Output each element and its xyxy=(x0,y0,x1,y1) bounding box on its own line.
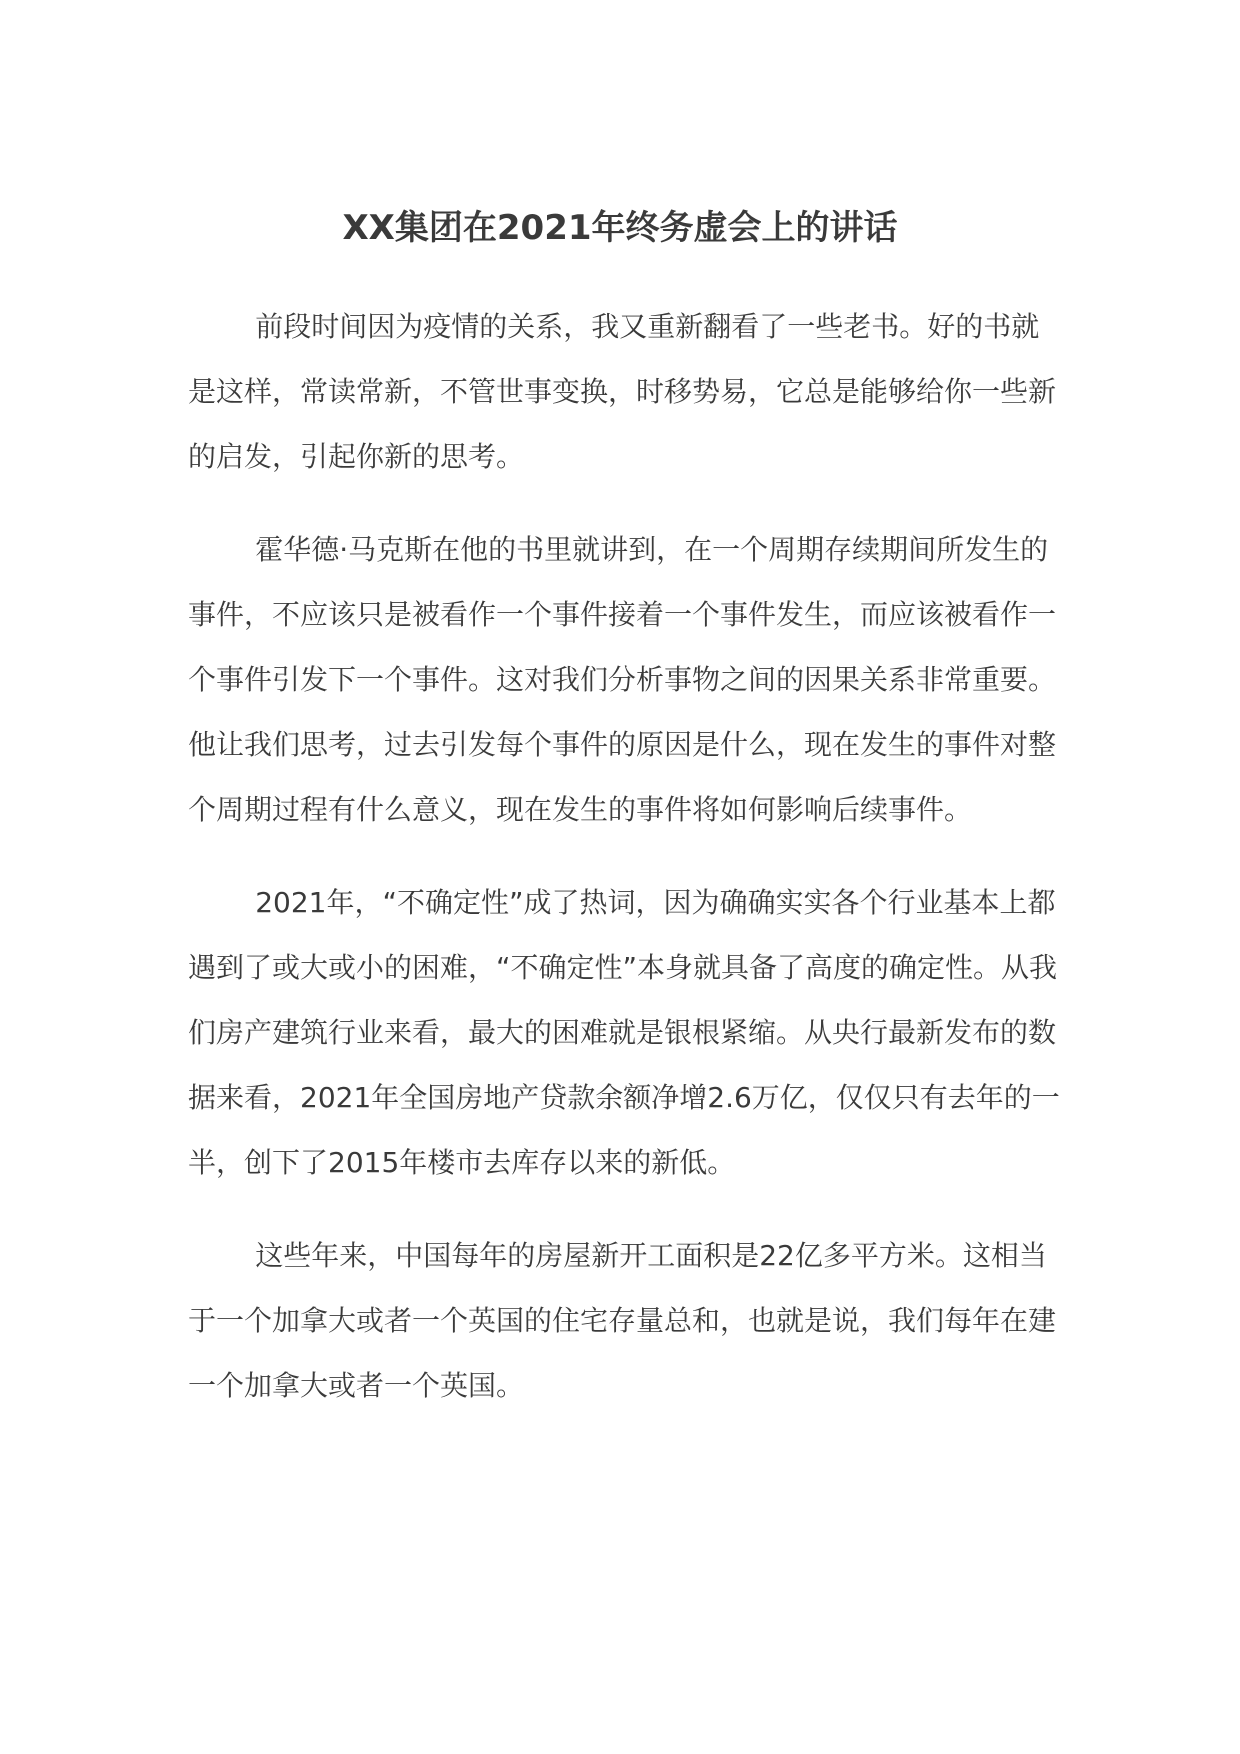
paragraph-2: 霍华德·马克斯在他的书里就讲到，在一个周期存续期间所发生的事件，不应该只是被看作一个事件接着一个事件发生，而应该被看作一个事件引发下一个事件。这对我们分析事物之间的因果关系非常重要。他让我们思考，过去引发每个事件的原因是什么，现在发生的事件对整个周期过程有什么意义，现在发生的事件将如何影响后续事件。 xyxy=(188,533,1057,826)
paragraph-4: 这些年来，中国每年的房屋新开工面积是22亿多平方米。这相当于一个加拿大或者一个英国的住宅存量总和，也就是说，我们每年在建一个加拿大或者一个英国。 xyxy=(188,1239,1057,1402)
document-title: XX集团在2021年终务虚会上的讲话 xyxy=(342,208,898,248)
document-body xyxy=(188,294,1063,1446)
paragraph-3: 2021年，“不确定性”成了热词，因为确确实实各个行业基本上都遇到了或大或小的困难，“不确定性”本身就具备了高度的确定性。从我们房产建筑行业来看，最大的困难就是银根紧缩。从央行最新发布的数据来看，2021年全国房地产贷款余额净增2.6万亿，仅仅只有去年的一半，创下了2015年楼市去库存以来的新低。 xyxy=(188,886,1060,1179)
paragraph-1: 前段时间因为疫情的关系，我又重新翻看了一些老书。好的书就是这样，常读常新，不管世事变换，时移势易，它总是能够给你一些新的启发，引起你新的思考。 xyxy=(188,310,1057,473)
